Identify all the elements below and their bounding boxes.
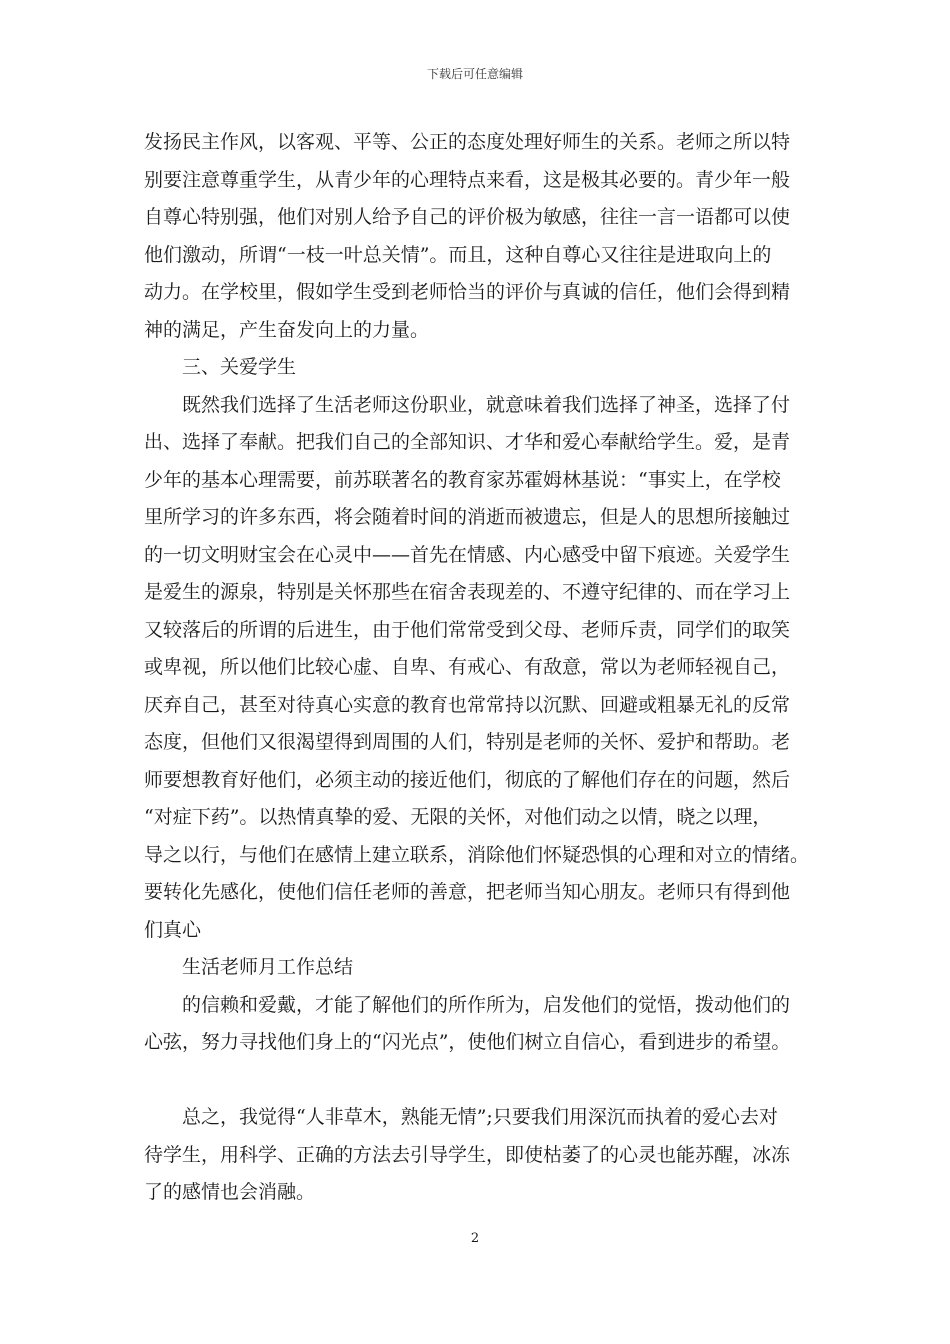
text-line: 待学生，用科学、正确的方法去引导学生，即使枯萎了的心灵也能苏醒，冰冻 xyxy=(144,1143,791,1166)
text-line: 少年的基本心理需要，前苏联著名的教育家苏霍姆林基说：“事实上，在学校 xyxy=(144,468,781,491)
text-line: 里所学习的许多东西，将会随着时间的消逝而被遗忘，但是人的思想所接触过 xyxy=(144,506,791,528)
text-line: 的一切文明财宝会在心灵中——首先在情感、内心感受中留下痕迹。关爱学生 xyxy=(144,543,791,566)
page-number: 2 xyxy=(470,1231,480,1246)
page-header: 下载后可任意编辑 xyxy=(426,67,523,81)
text-line: 别要注意尊重学生，从青少年的心理特点来看，这是极其必要的。青少年一般 xyxy=(144,168,791,191)
text-line: 动力。在学校里，假如学生受到老师恰当的评价与真诚的信任，他们会得到精 xyxy=(144,281,791,303)
text-line: 态度，但他们又很渴望得到周围的人们，特别是老师的关怀、爱护和帮助。老 xyxy=(144,731,791,753)
blank-line xyxy=(144,1062,834,1100)
text-line: 导之以行，与他们在感情上建立联系，消除他们怀疑恐惧的心理和对立的情绪。 xyxy=(144,843,810,866)
text-line: 发扬民主作风，以客观、平等、公正的态度处理好师生的关系。老师之所以特 xyxy=(144,131,791,153)
text-line: 又较落后的所谓的后进生，由于他们常常受到父母、老师斥责，同学们的取笑 xyxy=(144,618,791,641)
text-line: 心弦，努力寻找他们身上的“闪光点”，使他们树立自信心，看到进步的希望。 xyxy=(144,1031,791,1053)
text-line: 厌弃自己，甚至对待真心实意的教育也常常持以沉默、回避或粗暴无礼的反常 xyxy=(144,693,791,716)
text-line: 了的感情也会消融。 xyxy=(144,1181,316,1203)
text-line: 既然我们选择了生活老师这份职业，就意味着我们选择了神圣，选择了付 xyxy=(182,393,791,416)
text-line: 自尊心特别强，他们对别人给予自己的评价极为敏感，往往一言一语都可以使 xyxy=(144,206,791,228)
body-text xyxy=(144,124,834,1212)
text-line: 他们激动，所谓“一枝一叶总关情”。而且，这种自尊心又往往是进取向上的 xyxy=(144,243,772,266)
text-line: 总之，我觉得“人非草木，熟能无情”;只要我们用深沉而执着的爱心去对 xyxy=(182,1106,778,1128)
text-line: “对症下药”。以热情真挚的爱、无限的关怀，对他们动之以情，晓之以理， xyxy=(144,806,772,828)
text-line: 的信赖和爱戴，才能了解他们的所作所为，启发他们的觉悟，拨动他们的 xyxy=(182,993,791,1016)
text-line: 神的满足，产生奋发向上的力量。 xyxy=(144,318,430,341)
section-heading: 三、关爱学生 xyxy=(182,356,297,378)
text-line: 是爱生的源泉，特别是关怀那些在宿舍表现差的、不遵守纪律的、而在学习上 xyxy=(144,581,791,603)
text-line: 师要想教育好他们，必须主动的接近他们，彻底的了解他们存在的问题，然后 xyxy=(144,768,791,791)
document-title-line: 生活老师月工作总结 xyxy=(182,956,354,978)
text-line: 出、选择了奉献。把我们自己的全部知识、才华和爱心奉献给学生。爱，是青 xyxy=(144,431,791,453)
text-line: 或卑视，所以他们比较心虚、自卑、有戒心、有敌意，常以为老师轻视自己， xyxy=(144,656,791,678)
text-line: 要转化先感化，使他们信任老师的善意，把老师当知心朋友。老师只有得到他 xyxy=(144,881,791,903)
text-line: 们真心 xyxy=(144,918,202,941)
